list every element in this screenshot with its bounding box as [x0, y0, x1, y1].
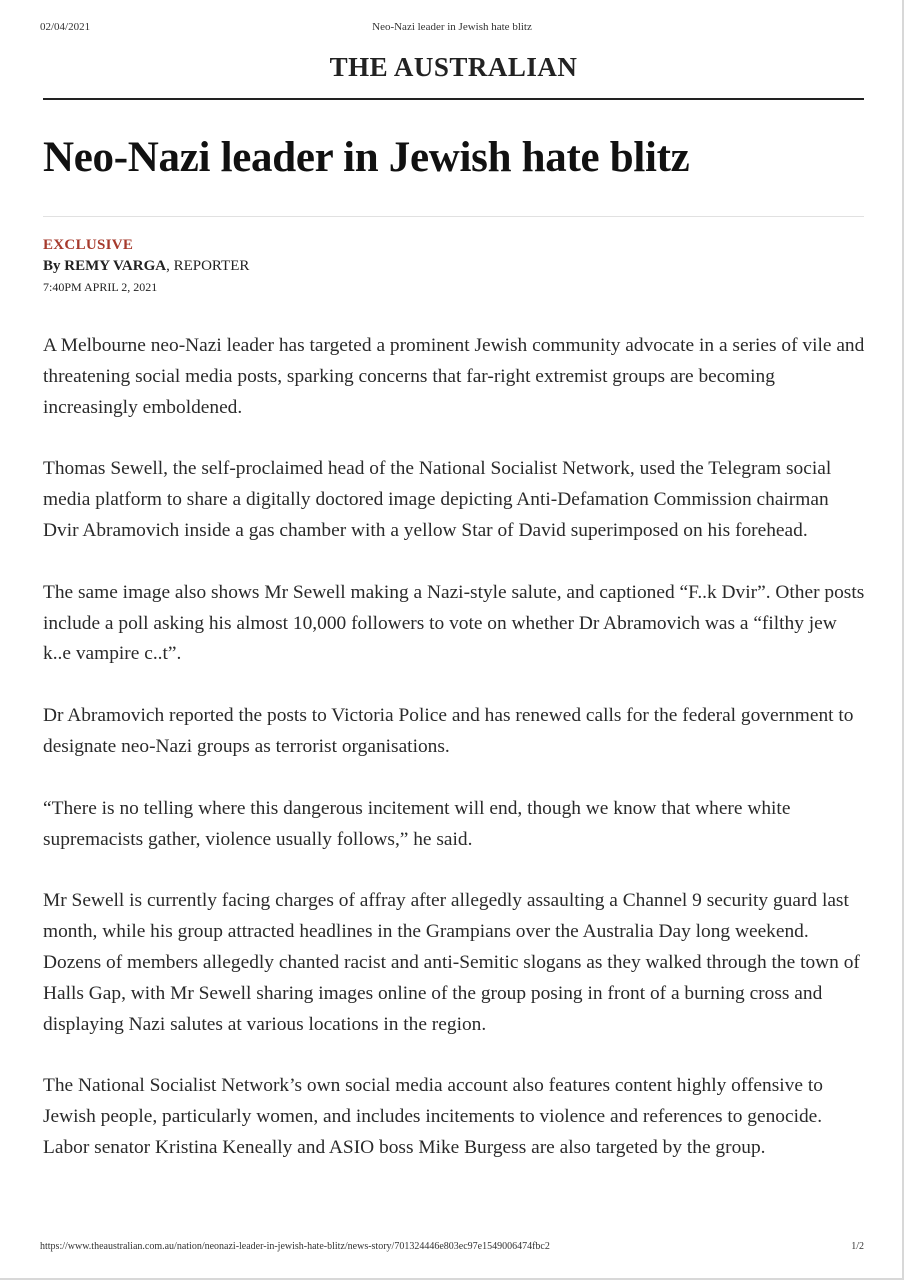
author-link[interactable]: REMY VARGA — [64, 258, 167, 274]
masthead-divider — [43, 98, 864, 100]
headline-divider — [43, 216, 864, 217]
article-timestamp: 7:40PM APRIL 2, 2021 — [43, 280, 158, 294]
article-paragraph: “There is no telling where this dangerous incitement will end, though we know that where white supremacists gather, violence usually follows,” he said. — [43, 797, 791, 850]
byline-prefix: By — [43, 258, 61, 274]
article-paragraph: The National Socialist Network’s own social media account also features content highly offensive to Jewish people, particularly women, and includes incitements to violence and references to genocide. Labor senator Kristina Keneally and ASIO boss Mike Burgess are also targeted by the group. — [43, 1075, 823, 1158]
print-header — [40, 21, 864, 37]
exclusive-label: EXCLUSIVE — [43, 237, 134, 253]
print-title: Neo-Nazi leader in Jewish hate blitz — [372, 21, 532, 33]
article-paragraph: The same image also shows Mr Sewell making a Nazi-style salute, and captioned “F..k Dvir”. Other posts include a poll asking his almost 10,000 followers to vote on whether Dr Abramovich was a “filthy jew k..e vampire c..t”. — [43, 581, 865, 665]
page-number: 1/2 — [851, 1241, 864, 1252]
article-paragraph: Dr Abramovich reported the posts to Victoria Police and has renewed calls for the federal government to designate neo-Nazi groups as terrorist organisations. — [43, 705, 854, 757]
author-role: , REPORTER — [166, 258, 250, 274]
article-paragraph: Thomas Sewell, the self-proclaimed head of the National Socialist Network, used the Telegram social media platform to share a digitally doctored image depicting Anti-Defamation Commission chairman Dvir Abramovich inside a gas chamber with a yellow Star of David superimposed on his forehead. — [43, 458, 832, 541]
print-date: 02/04/2021 — [40, 21, 91, 33]
article-paragraph: A Melbourne neo-Nazi leader has targeted a prominent Jewish community advocate in a series of vile and threatening social media posts, sparking concerns that far-right extremist groups are becoming increasingly emboldened. — [43, 335, 865, 418]
footer-url: https://www.theaustralian.com.au/nation/neonazi-leader-in-jewish-hate-blitz/news-story/701324446e803ec97e1549006474fbc2 — [40, 1241, 550, 1252]
masthead-logo[interactable]: THE AUSTRALIAN — [329, 52, 578, 82]
article-paragraph: Mr Sewell is currently facing charges of affray after allegedly assaulting a Channel 9 security guard last month, while his group attracted headlines in the Grampians over the Australia Day long weekend. Dozens of members allegedly chanted racist and anti-Semitic slogans as they walked through the town of Halls Gap, with Mr Sewell sharing images online of the group posing in front of a burning cross and displaying Nazi salutes at various locations in the region. — [43, 890, 860, 1035]
print-footer — [40, 1241, 864, 1255]
article-headline: Neo-Nazi leader in Jewish hate blitz — [43, 134, 690, 181]
byline — [43, 258, 249, 275]
article-body — [43, 331, 867, 1195]
